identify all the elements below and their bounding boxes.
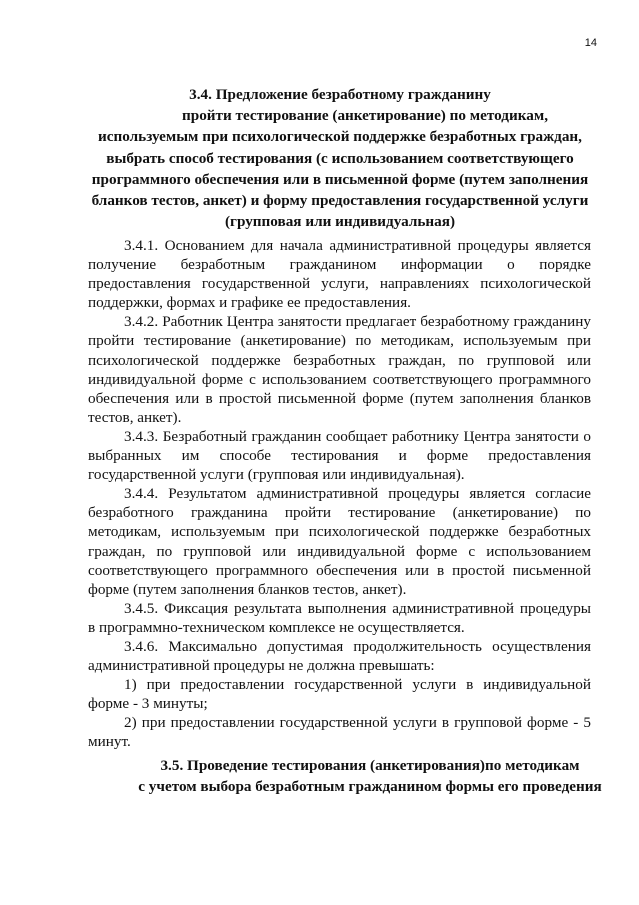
paragraph-item-1: 1) при предоставлении государственной услуги в индивидуальной форме - 3 минуты; <box>88 676 591 713</box>
heading-line: (групповая или индивидуальная) <box>225 213 455 231</box>
paragraph-item-2: 2) при предоставлении государственной услуги в групповой форме - 5 минут. <box>88 714 591 751</box>
heading-line: используемым при психологической поддержке безработных граждан, <box>98 128 582 146</box>
heading-line: выбрать способ тестирования (с использованием соответствующего <box>106 149 574 167</box>
heading-line: 3.5. Проведение тестирования (анкетирования)по методикам <box>160 757 580 774</box>
heading-line: бланков тестов, анкет) и форму предоставления государственной услуги <box>91 192 589 210</box>
paragraph-3-4-2: 3.4.2. Работник Центра занятости предлагает безработному гражданину пройти тестирование (анкетирование) по методикам, используемым при психологической поддержке безработных граждан, по групповой или индивидуальной форме с использованием соответствующего программного обеспечения или в простой письменной форме (путем заполнения бланков тестов, анкет). <box>88 313 591 426</box>
heading-line: с учетом выбора безработным гражданином формы его проведения <box>138 778 602 796</box>
page-number: 14 <box>584 37 597 49</box>
heading-line: пройти тестирование (анкетирование) по методикам, <box>182 107 548 125</box>
heading-line: программного обеспечения или в письменной форме (путем заполнения <box>91 170 589 188</box>
heading-line: 3.4. Предложение безработному гражданину <box>189 86 491 103</box>
section-3-4-heading <box>60 84 620 232</box>
paragraph-3-4-6: 3.4.6. Максимально допустимая продолжительность осуществления административной процедуры не должна превышать: <box>88 637 591 675</box>
paragraph-3-4-3: 3.4.3. Безработный гражданин сообщает работнику Центра занятости о выбранных им способе тестирования и форме предоставления государственной услуги (групповая или индивидуальная). <box>88 427 591 484</box>
section-3-5-heading <box>100 755 639 797</box>
paragraph-3-4-1: 3.4.1. Основанием для начала административной процедуры является получение безработным гражданином информации о порядке предоставления государственной услуги, направлениях психологической поддержки, формах и графике ее предоставления. <box>88 237 591 312</box>
paragraph-3-4-4: 3.4.4. Результатом административной процедуры является согласие безработного гражданина пройти тестирование (анкетирование) по методикам, используемым при психологической поддержке безработных граждан, по групповой или индивидуальной форме с использованием соответствующего программного обеспечения или в простой письменной форме (путем заполнения бланков тестов, анкет). <box>88 485 591 598</box>
paragraph-3-4-5: 3.4.5. Фиксация результата выполнения административной процедуры в программно-техническом комплексе не осуществляется. <box>88 599 591 636</box>
section-3-4-body <box>88 236 591 752</box>
